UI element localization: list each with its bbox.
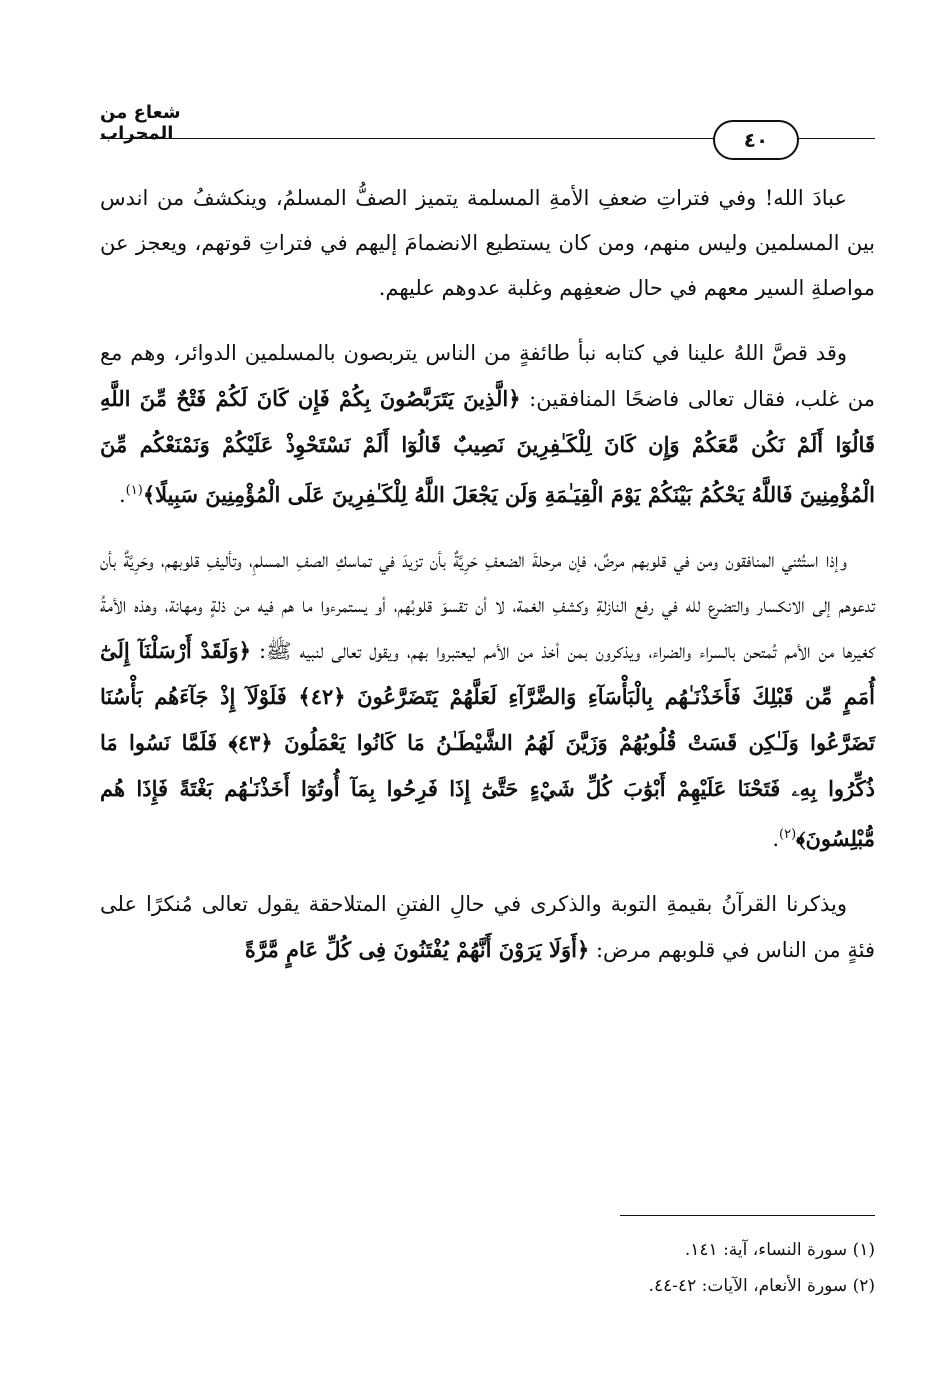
body-text (100, 176, 875, 993)
page-number-badge (713, 120, 799, 160)
running-title: شعاع من المحراب (100, 102, 181, 144)
paragraph-text: وإذا استُثني المنافقون ومن في قلوبهم مرضٌ، فإن مرحلةَ الضعفِ حَرِيَّةٌ بأن تزيدَ في تماسكِ الصفِ المسلمِ، وتأليفِ قلوبهم، وحَرِيَّةٌ بأن تدعوهم إلى الانكسار والتضرع لله في رفع النازلةِ وكشفِ الغمة، لا أن تقسوَ قلوبُهم، أو يستمرءوا ما هم فيه من ذلةٍ ومهانة، وهذه الأمةُ كغيرها من الأمم تُمتحن بالسراء والضراء، ويذكرون بمن أخذ من الأمم ليعتبروا بهم، ويقول تعالى لنبيه ﷺ: (100, 548, 876, 663)
paragraph-2 (100, 331, 875, 518)
page-number: ٤٠ (743, 128, 769, 152)
footnote-rule (620, 1215, 875, 1216)
paragraph-text: وقد قصَّ اللهُ علينا في كتابه نبأ طائفةٍ من الناس يتربصون بالمسلمين الدوائر، وهم مع من غلب، فقال تعالى فاضحًا المنافقين: (100, 341, 875, 411)
paragraph-3 (100, 538, 875, 862)
quran-verse: ﴿وَلَقَدْ أَرْسَلْنَآ إِلَىٰٓ أُمَمٍ مِّن قَبْلِكَ فَأَخَذْنَـٰهُم بِالْبَأْسَآءِ وَالضَّرَّآءِ لَعَلَّهُمْ يَتَضَرَّعُونَ ﴿٤٢﴾ فَلَوْلَآ إِذْ جَآءَهُم بَأْسُنَا تَضَرَّعُوا وَلَـٰكِن قَسَتْ قُلُوبُهُمْ وَزَيَّنَ لَهُمُ الشَّيْطَـٰنُ مَا كَانُوا يَعْمَلُونَ ﴿٤٣﴾ فَلَمَّا نَسُوا مَا ذُكِّرُوا بِهِۦ فَتَحْنَا عَلَيْهِمْ أَبْوَٰبَ كُلِّ شَيْءٍ حَتَّىٰٓ إِذَا فَرِحُوا بِمَآ أُوتُوٓا أَخَذْنَـٰهُم بَغْتَةً فَإِذَا هُم مُّبْلِسُونَ﴾ (100, 638, 875, 851)
footnote-ref: (٢) (779, 827, 797, 842)
paragraph-text: عبادَ الله! وفي فتراتِ ضعفِ الأمةِ المسلمة يتميز الصفُّ المسلمُ، وينكشفُ من اندس بين المسلمين وليس منهم، ومن كان يستطيع الانضمامَ إليهم في فتراتِ قوتهم، ويعجز عن مواصلةِ السير معهم في حال ضعفِهم وغلبة عدوهم عليهم. (100, 186, 875, 300)
footnote-2: (٢) سورة الأنعام، الآيات: ٤٢-٤٤. (648, 1276, 875, 1296)
footnotes (100, 1232, 875, 1304)
paragraph-end: . (772, 827, 779, 851)
quran-verse: ﴿أَوَلَا يَرَوْنَ أَنَّهُمْ يُفْتَنُونَ فِى كُلِّ عَامٍ مَّرَّةً (244, 937, 590, 962)
footnote-ref: (١) (125, 483, 143, 498)
paragraph-4 (100, 882, 875, 973)
paragraph-end: . (118, 483, 126, 507)
paragraph-text: ويذكرنا القرآنُ بقيمةِ التوبة والذكرى في حالِ الفتنِ المتلاحقة يقول تعالى مُنكرًا على فئةٍ من الناس في قلوبهم مرض: (100, 892, 875, 962)
quran-verse: ﴿الَّذِينَ يَتَرَبَّصُونَ بِكُمْ فَإِن كَانَ لَكُمْ فَتْحٌ مِّنَ اللَّهِ قَالُوٓا أَلَمْ نَكُن مَّعَكُمْ وَإِن كَانَ لِلْكَـٰفِرِينَ نَصِيبٌ قَالُوٓا أَلَمْ نَسْتَحْوِذْ عَلَيْكُمْ وَنَمْنَعْكُم مِّنَ الْمُؤْمِنِينَ فَاللَّهُ يَحْكُمُ بَيْنَكُمْ يَوْمَ الْقِيَـٰمَةِ وَلَن يَجْعَلَ اللَّهُ لِلْكَـٰفِرِينَ عَلَى الْمُؤْمِنِينَ سَبِيلًا﴾ (100, 386, 875, 507)
footnote-1: (١) سورة النساء، آية: ١٤١. (684, 1240, 875, 1260)
paragraph-1 (100, 176, 875, 311)
